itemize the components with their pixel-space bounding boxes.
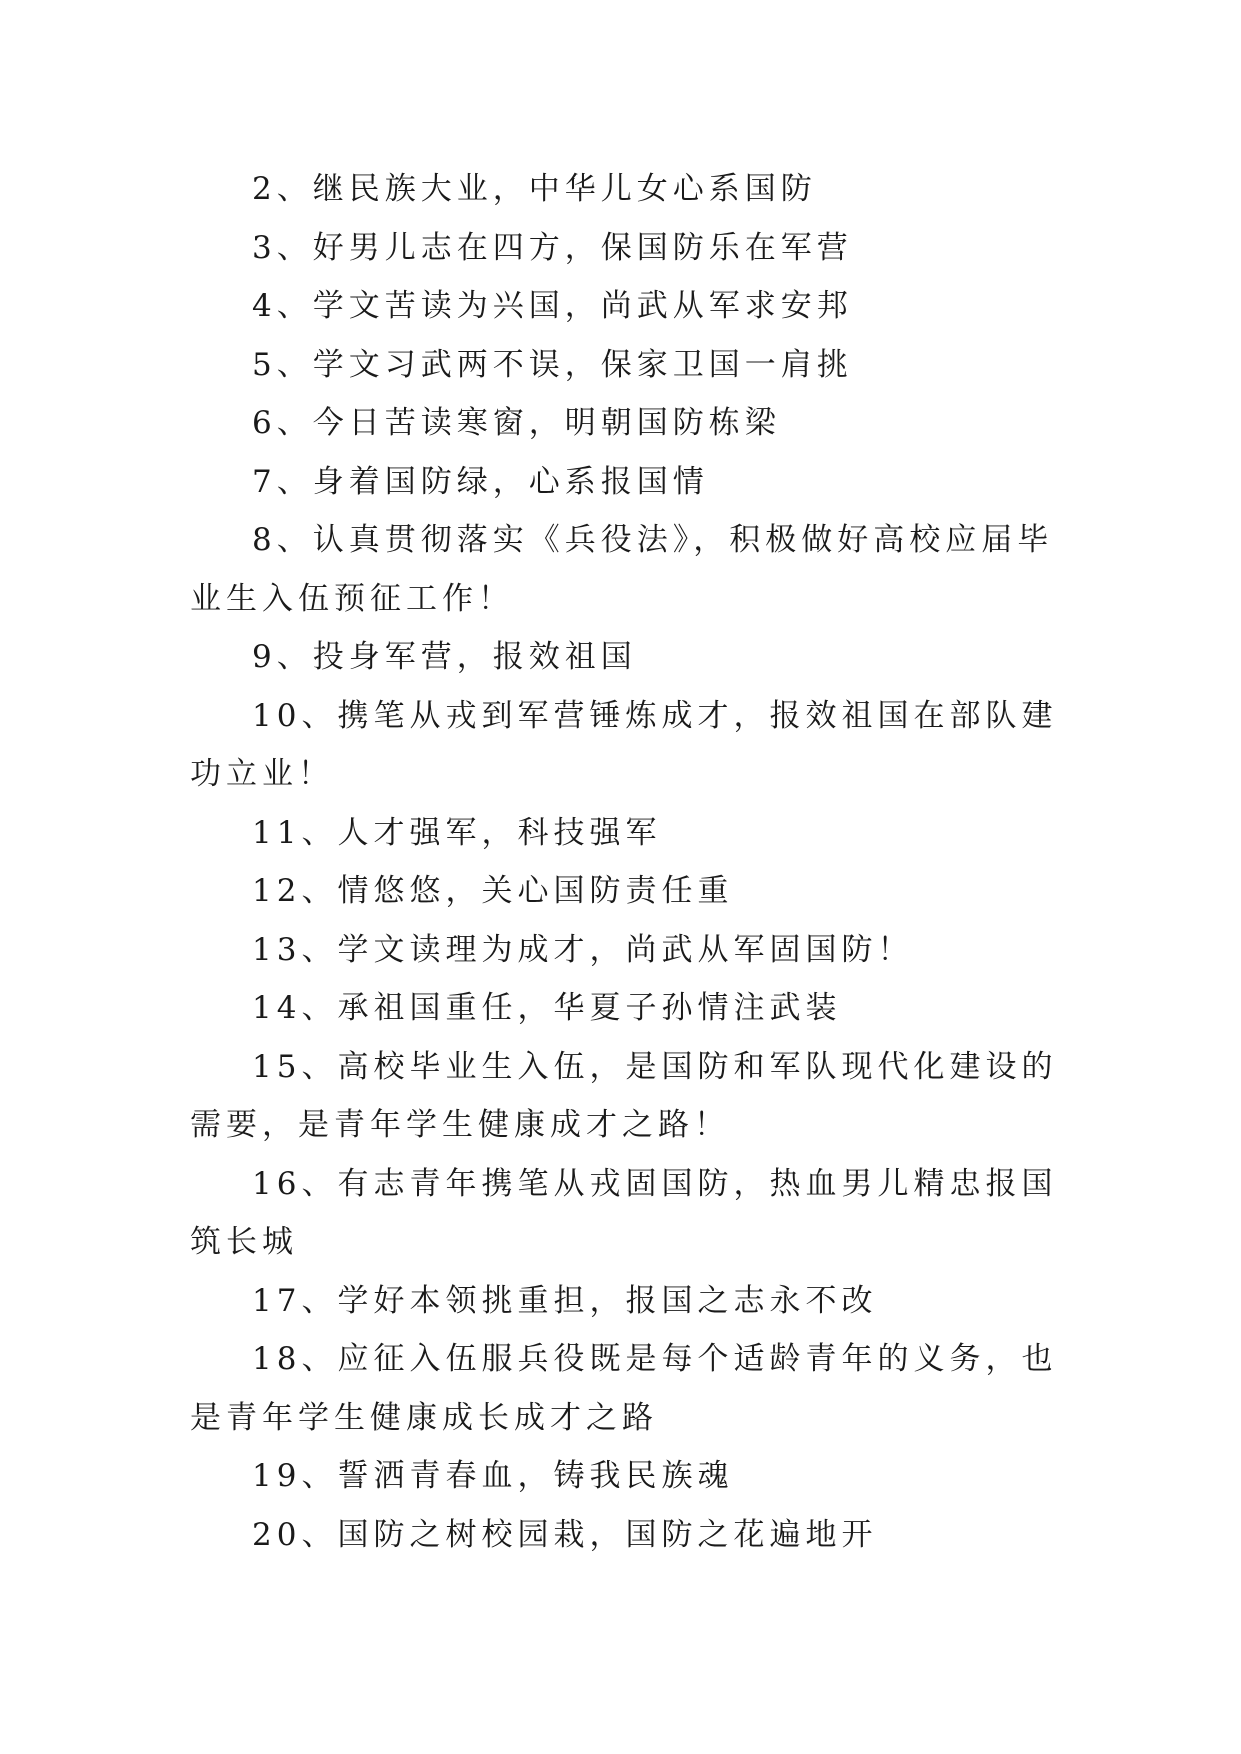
list-item: 5、学文习武两不误，保家卫国一肩挑 bbox=[252, 346, 853, 383]
list-item: 6、今日苦读寒窗，明朝国防栋梁 bbox=[252, 405, 781, 441]
list-item: 12、情悠悠，关心国防责任重 bbox=[252, 873, 734, 909]
list-item: 7、身着国防绿，心系报国情 bbox=[252, 463, 709, 500]
list-item: 2、继民族大业，中华儿女心系国防 bbox=[252, 171, 817, 207]
list-item: 17、学好本领挑重担，报国之志永不改 bbox=[252, 1282, 878, 1319]
list-item: 18、应征入伍服兵役既是每个适龄青年的义务，也是青年学生健康成长成才之路 bbox=[190, 1341, 1058, 1436]
list-item: 11、人才强军，科技强军 bbox=[252, 814, 662, 851]
list-item: 19、誓洒青春血，铸我民族魂 bbox=[252, 1458, 734, 1494]
list-item: 4、学文苦读为兴国，尚武从军求安邦 bbox=[252, 288, 853, 324]
list-item: 15、高校毕业生入伍，是国防和军队现代化建设的需要，是青年学生健康成才之路！ bbox=[190, 1048, 1058, 1143]
list-item: 9、投身军营，报效祖国 bbox=[252, 639, 637, 675]
list-item: 14、承祖国重任，华夏子孙情注武装 bbox=[252, 990, 842, 1026]
list-item: 8、认真贯彻落实《兵役法》，积极做好高校应届毕业生入伍预征工作！ bbox=[190, 522, 1054, 617]
list-item: 16、有志青年携笔从戎固国防，热血男儿精忠报国筑长城 bbox=[190, 1165, 1058, 1260]
list-item: 10、携笔从戎到军营锤炼成才，报效祖国在部队建功立业！ bbox=[190, 697, 1058, 792]
document-body bbox=[190, 160, 1060, 1564]
list-item: 20、国防之树校园栽，国防之花遍地开 bbox=[252, 1516, 878, 1553]
list-item: 13、学文读理为成才，尚武从军固国防！ bbox=[252, 931, 914, 968]
list-item: 3、好男儿志在四方，保国防乐在军营 bbox=[252, 229, 853, 266]
